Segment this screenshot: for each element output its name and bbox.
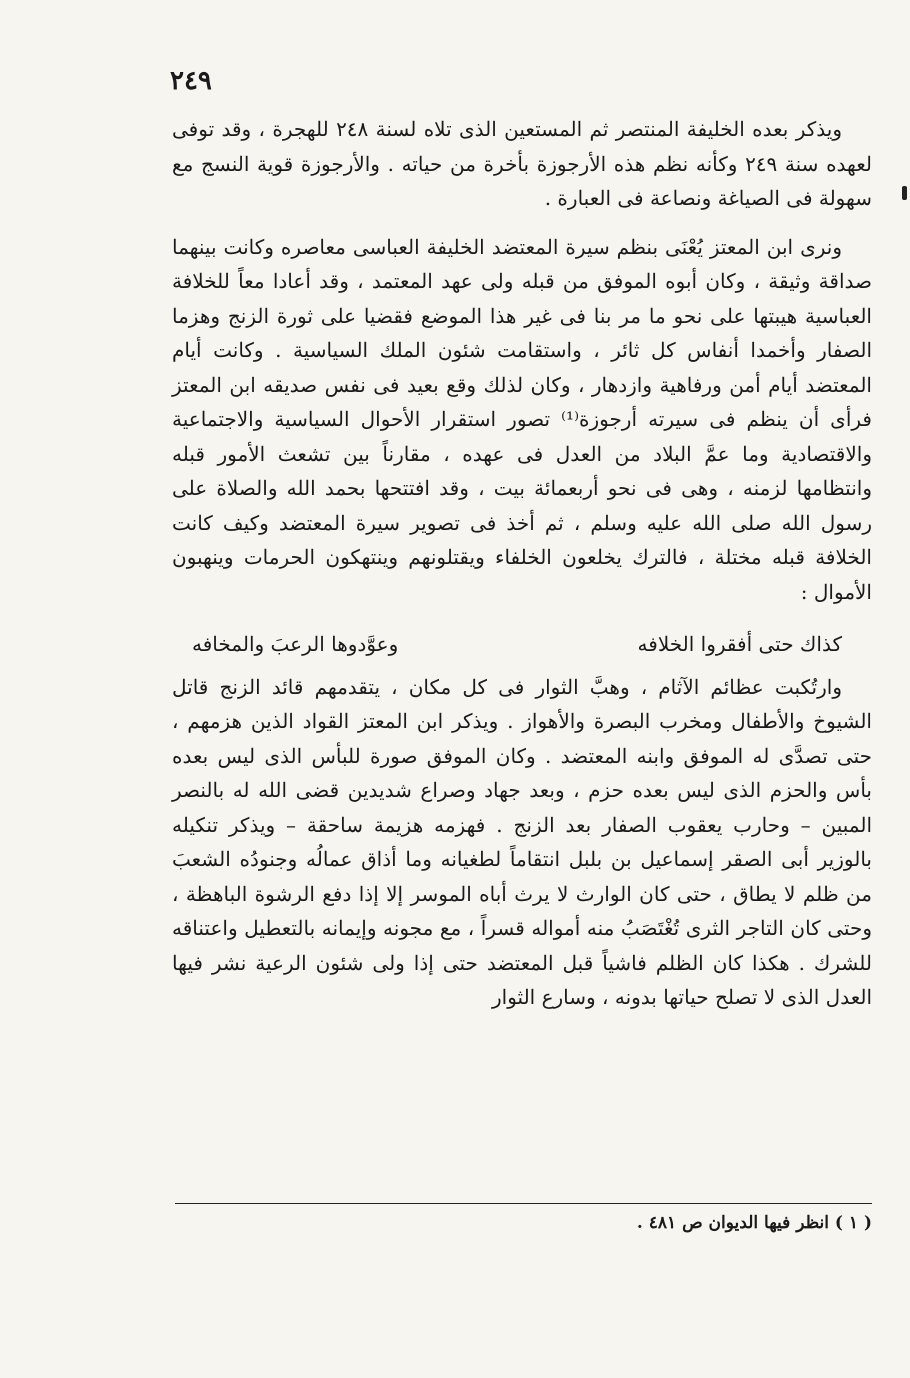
verse-second-hemistich: وعوَّدوها الرعبَ والمخافه	[192, 632, 399, 656]
margin-mark	[902, 186, 907, 200]
footnote: ( ١ ) انظر فيها الديوان ص ٤٨١ .	[636, 1213, 872, 1233]
footnote-divider	[175, 1203, 872, 1204]
poem-verse	[192, 627, 842, 662]
paragraph-3: وارتُكبت عظائم الآثام ، وهبَّ الثوار فى كل مكان ، يتقدمهم قائد الزنج قاتل الشيوخ والأطفال ومخرب البصرة والأهواز . ويذكر ابن المعتز القواد الذين هزمهم ، حتى تصدَّى له الموفق وابنه المعتضد . وكان الموفق صورة للبأس الذى ليس بعده بأس والحزم الذى ليس بعده حزم ، وبعد جهاد وصراع شديدين قضى الله له بالنصر المبين – وحارب يعقوب الصفار بعد الزنج . فهزمه هزيمة ساحقة – ويذكر تنكيله بالوزير أبى الصقر إسماعيل بن بلبل انتقاماً لطغيانه وما أذاق عمالُه وجنودُه الشعبَ من ظلم لا يطاق ، حتى كان الوارث لا يرث أباه الموسر إلا إذا دفع الرشوة الباهظة ، وحتى كان التاجر الثرى تُغْتَصَبُ منه أمواله قسراً ، مع مجونه وإيمانه بالتعطيل واعتناقه للشرك . هكذا كان الظلم فاشياً قبل المعتضد حتى إذا ولى شئون الرعية نشر فيها العدل الذى لا تصلح حياتها بدونه ، وسارع الثوار	[172, 674, 872, 1009]
page-number: ٢٤٩	[170, 66, 212, 96]
verse-first-hemistich: كذاك حتى أفقروا الخلافه	[637, 632, 842, 656]
paragraph-2: ونرى ابن المعتز يُعْنَى بنظم سيرة المعتضد الخليفة العباسى معاصره وكانت بينهما صداقة وثيقة ، وكان أبوه الموفق من قبله ولى عهد المعتمد ، وقد أعادا معاً للخلافة العباسية هيبتها على نحو ما مر بنا فى غير هذا الموضع فقضيا على ثورة الزنج وهزما الصفار وأخمدا أنفاس كل ثائر ، واستقامت شئون الملك السياسية . وكانت أيام المعتضد أيام أمن ورفاهية وازدهار ، وكان لذلك وقع بعيد فى نفس صديقه ابن المعتز فرأى أن ينظم فى سيرته أرجوزة⁽¹⁾ تصور استقرار الأحوال السياسية والاجتماعية والاقتصادية وما عمَّ البلاد من العدل فى عهده ، مقارناً بين تشعث الأمور قبله وانتظامها لزمنه ، وهى فى نحو أربعمائة بيت ، وقد افتتحها بحمد الله والصلاة على رسول الله صلى الله عليه وسلم ، ثم أخذ فى تصوير سيرة المعتضد وكيف كانت الخلافة قبله مختلة ، فالترك يخلعون الخلفاء ويقتلونهم وينتهكون الحرمات وينهبون الأموال :	[172, 234, 872, 604]
body-text	[172, 112, 872, 1015]
paragraph-1: ويذكر بعده الخليفة المنتصر ثم المستعين الذى تلاه لسنة ٢٤٨ للهجرة ، وقد توفى لعهده سنة ٢٤٩ وكأنه نظم هذه الأرجوزة بأخرة من حياته . والأرجوزة قوية النسج مع سهولة فى الصياغة ونصاعة فى العبارة .	[172, 117, 873, 210]
